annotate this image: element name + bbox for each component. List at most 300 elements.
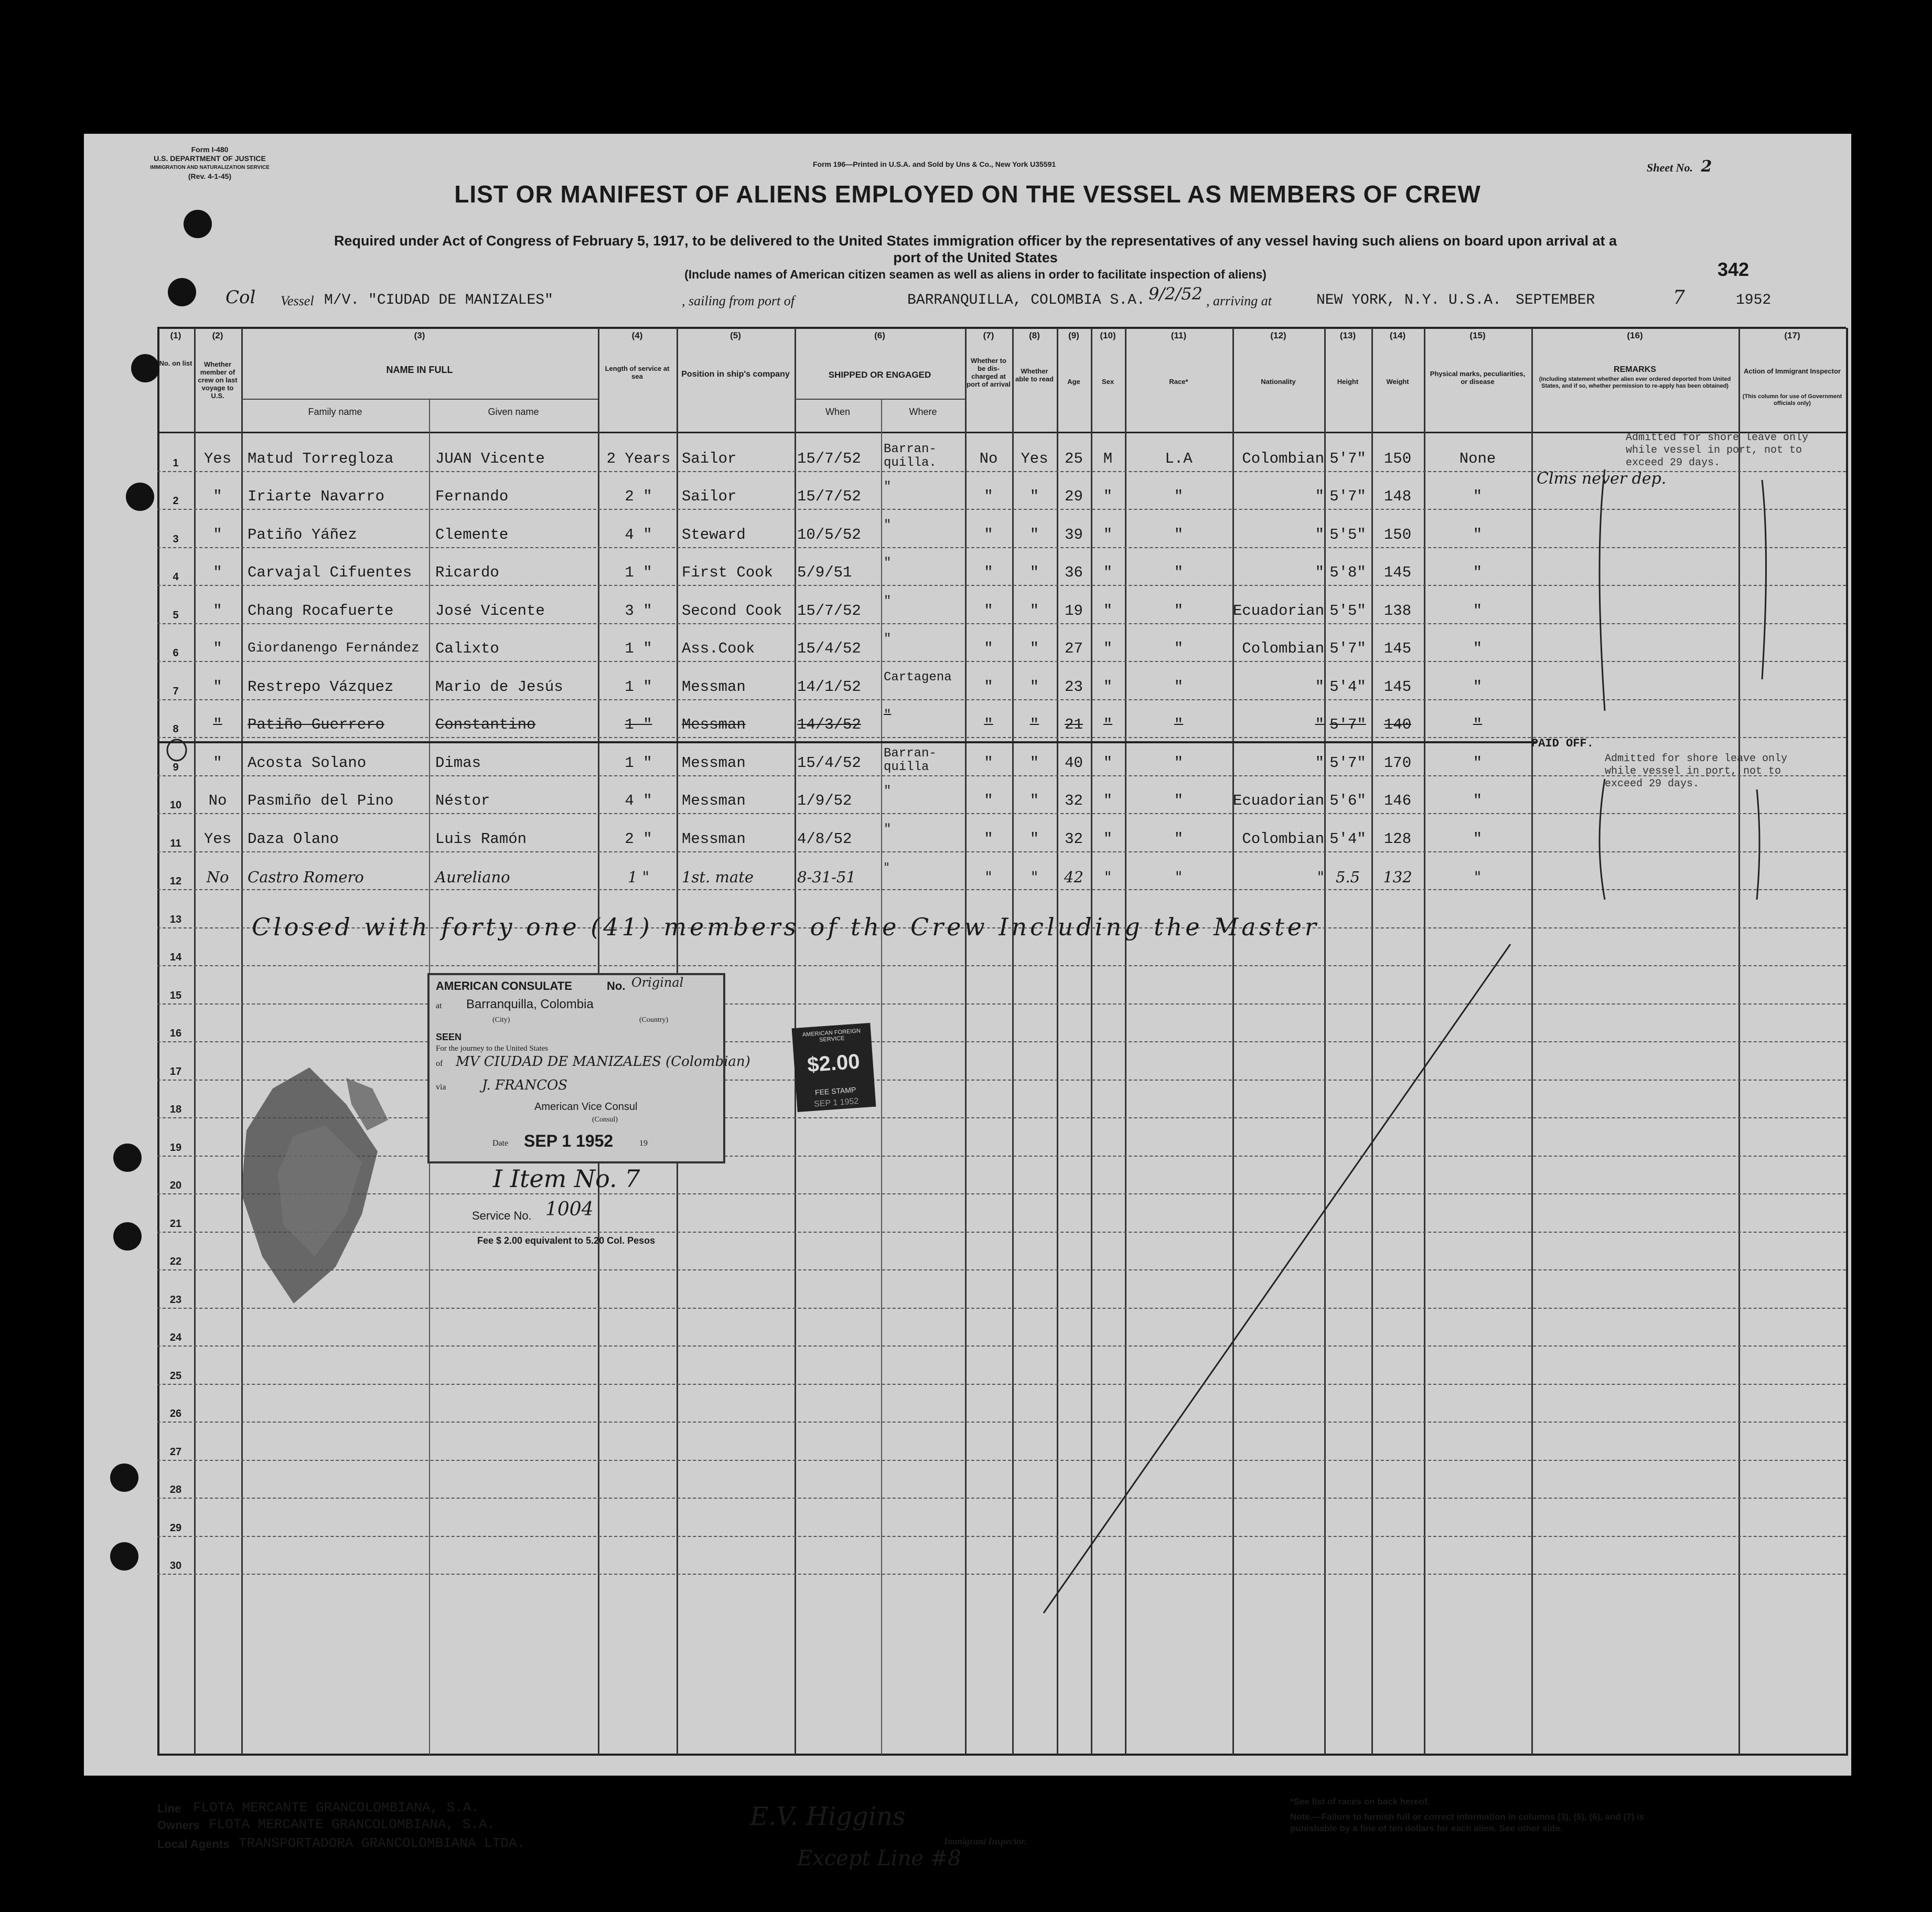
col-num: (10) bbox=[1100, 330, 1116, 340]
cell-read: " bbox=[1029, 564, 1039, 581]
cell-marks: " bbox=[1473, 488, 1483, 505]
cell-given: José Vicente bbox=[435, 602, 545, 619]
cell-sex: " bbox=[1103, 716, 1113, 733]
sheet-label: Sheet No. bbox=[1647, 161, 1693, 174]
row-number: 3 bbox=[173, 533, 179, 545]
cancel-diagonal-line bbox=[1044, 944, 1510, 1613]
remarks-row9-typed: Admitted for shore leave only while vessel in port, not to exceed 29 days. bbox=[1605, 753, 1788, 790]
punch-hole bbox=[131, 354, 159, 382]
cell-position: Messman bbox=[682, 830, 746, 848]
cell-weight: 146 bbox=[1383, 792, 1412, 809]
cell-position: 1st. mate bbox=[682, 868, 754, 886]
service-label: Service No. bbox=[472, 1209, 532, 1222]
cell-height: 5'5" bbox=[1329, 526, 1366, 543]
remarks-row1-hand: Clms never dep. bbox=[1537, 469, 1667, 488]
footer-line-label: Line bbox=[157, 1802, 181, 1815]
closing-note: Closed with forty one (41) members of the Crew Including the Master bbox=[252, 913, 1319, 941]
cell-age: 36 bbox=[1065, 564, 1083, 581]
remarks-row1-typed: Admitted for shore leave only while vessel in port, not to exceed 29 days. bbox=[1626, 432, 1809, 469]
consulate-heading: AMERICAN CONSULATE bbox=[436, 979, 572, 992]
cell-family: Iriarte Navarro bbox=[248, 488, 385, 505]
cell-when: 15/4/52 bbox=[797, 640, 861, 657]
required-line-1: Required under Act of Congress of February 5, 1917, to be delivered to the United States immigration officer by the representatives of any vessel having such aliens on board upon arrival at a bbox=[334, 233, 1617, 249]
cell-sex: M bbox=[1103, 450, 1113, 467]
cell-last: " bbox=[213, 602, 222, 619]
cell-service: 2 " bbox=[625, 488, 652, 505]
col-header-read: Whether able to read bbox=[1015, 367, 1054, 383]
footer-owners-label: Owners bbox=[157, 1819, 200, 1832]
cell-last: No bbox=[206, 868, 229, 886]
cell-age: 40 bbox=[1065, 754, 1083, 772]
cell-disch: " bbox=[984, 488, 993, 505]
row-number: 25 bbox=[169, 1370, 182, 1382]
cell-service: 1 " bbox=[625, 678, 652, 696]
cell-given: Luis Ramón bbox=[435, 830, 527, 848]
col-num: (9) bbox=[1068, 330, 1079, 340]
cell-age: 19 bbox=[1065, 602, 1083, 619]
cell-age: 32 bbox=[1065, 830, 1083, 848]
cell-nationality: " bbox=[1315, 754, 1324, 772]
cell-position: Sailor bbox=[682, 488, 737, 505]
cell-read: Yes bbox=[1021, 450, 1048, 467]
cell-height: 5'7" bbox=[1329, 716, 1366, 733]
fine-note bbox=[1290, 1811, 1689, 1834]
bracket-mark bbox=[1757, 789, 1759, 900]
cell-race: " bbox=[1174, 640, 1184, 657]
cell-family: Castro Romero bbox=[248, 868, 364, 886]
cell-service: 1 " bbox=[625, 564, 652, 581]
cell-height: 5'4" bbox=[1329, 830, 1366, 848]
note-label: Note. bbox=[1290, 1812, 1313, 1822]
punch-hole bbox=[110, 1542, 138, 1571]
cell-read: " bbox=[1029, 488, 1039, 505]
cell-last: " bbox=[213, 716, 222, 733]
cell-family: Daza Olano bbox=[248, 830, 339, 848]
cell-race: " bbox=[1174, 678, 1184, 696]
cell-when: 10/5/52 bbox=[797, 526, 861, 543]
consulate-via: via bbox=[436, 1083, 446, 1092]
cell-nationality: " bbox=[1315, 488, 1324, 505]
required-line-2: port of the United States bbox=[893, 250, 1058, 265]
bracket-mark bbox=[1600, 469, 1605, 711]
col-header-given: Given name bbox=[488, 407, 539, 417]
cell-where: " bbox=[884, 518, 892, 532]
consulate-year-suffix: 19 bbox=[639, 1139, 648, 1148]
cell-position: Messman bbox=[682, 716, 746, 733]
cell-height: 5'5" bbox=[1329, 602, 1366, 619]
cell-read: " bbox=[1031, 868, 1038, 886]
col-num: (14) bbox=[1389, 330, 1406, 340]
cell-weight: 148 bbox=[1383, 488, 1412, 505]
cell-weight: 150 bbox=[1383, 450, 1412, 467]
cell-read: " bbox=[1029, 602, 1039, 619]
item-note: I Item No. 7 bbox=[493, 1165, 640, 1193]
cell-service: 3 " bbox=[625, 602, 652, 619]
cell-where: " bbox=[884, 480, 892, 494]
row-number: 23 bbox=[169, 1294, 182, 1306]
row-number: 19 bbox=[169, 1141, 182, 1153]
cell-age: 29 bbox=[1065, 488, 1083, 505]
col-header-when: When bbox=[825, 407, 851, 417]
col-num: (15) bbox=[1469, 330, 1486, 340]
cell-where: Barran-quilla. bbox=[884, 442, 937, 470]
revision: (Rev. 4-1-45) bbox=[188, 172, 232, 180]
cell-family: Carvajal Cifuentes bbox=[248, 564, 412, 581]
col-header-service: Length of service at sea bbox=[605, 365, 670, 380]
cell-height: 5'7" bbox=[1329, 488, 1366, 505]
margin-note: Col bbox=[226, 287, 256, 308]
col-header-remarks: REMARKS bbox=[1614, 365, 1656, 374]
cell-disch: " bbox=[984, 678, 993, 696]
col-header-race: Race* bbox=[1169, 378, 1188, 386]
cell-family: Matud Torregloza bbox=[248, 450, 394, 467]
cell-height: 5'7" bbox=[1329, 754, 1366, 772]
punch-hole bbox=[110, 1464, 138, 1492]
row-number: 5 bbox=[173, 609, 179, 621]
cell-last: Yes bbox=[203, 450, 232, 467]
col-num: (16) bbox=[1627, 330, 1643, 340]
consulate-journey: For the journey to the United States bbox=[436, 1044, 549, 1053]
cell-position: Steward bbox=[682, 526, 746, 543]
cell-last: " bbox=[213, 564, 222, 581]
arrival-port: NEW YORK, N.Y. U.S.A. bbox=[1316, 292, 1501, 308]
cell-service: 1 " bbox=[627, 868, 649, 886]
cell-marks: " bbox=[1473, 716, 1483, 733]
punch-hole bbox=[113, 1222, 142, 1251]
cell-disch: " bbox=[984, 716, 993, 733]
cell-given: Néstor bbox=[435, 792, 490, 809]
embossed-seal bbox=[189, 1057, 409, 1372]
inspector-label: Immigrant Inspector. bbox=[944, 1836, 1027, 1846]
cell-race: " bbox=[1174, 716, 1184, 733]
footer-line-value: FLOTA MERCANTE GRANCOLOMBIANA, S.A. bbox=[193, 1800, 480, 1815]
fee-stamp-top: AMERICAN FOREIGN SERVICE bbox=[802, 1028, 861, 1043]
cell-weight: 140 bbox=[1383, 716, 1412, 733]
page-title: LIST OR MANIFEST OF ALIENS EMPLOYED ON THE VESSEL AS MEMBERS OF CREW bbox=[454, 180, 1481, 208]
cell-nationality: Colombian bbox=[1242, 640, 1324, 657]
col-header-last-voyage: Whether member of crew on last voyage to U.S. bbox=[198, 360, 238, 400]
row-number: 4 bbox=[173, 571, 179, 583]
cell-service: 1 " bbox=[625, 754, 652, 772]
cell-height: 5'4" bbox=[1329, 678, 1366, 696]
cell-marks: " bbox=[1473, 754, 1483, 772]
consulate-signature: J. FRANCOS bbox=[482, 1077, 568, 1093]
row-number: 11 bbox=[170, 837, 181, 849]
cell-given: Dimas bbox=[435, 754, 481, 772]
cell-height: 5'7" bbox=[1329, 450, 1366, 467]
fee-stamp bbox=[792, 1023, 876, 1112]
cell-when: 14/1/52 bbox=[797, 678, 861, 696]
except-note: Except Line #8 bbox=[797, 1846, 961, 1871]
row-number: 9 bbox=[173, 761, 179, 773]
cell-disch: " bbox=[984, 564, 993, 581]
cell-where: " bbox=[884, 784, 892, 798]
cell-given: Constantino bbox=[435, 716, 536, 733]
fee-text: Fee $ 2.00 equivalent to 5.20 Col. Pesos bbox=[477, 1235, 656, 1246]
cell-disch: " bbox=[984, 640, 993, 657]
cell-where: Barran-quilla bbox=[884, 746, 937, 774]
consulate-vessel: MV CIUDAD DE MANIZALES (Colombian) bbox=[456, 1054, 750, 1070]
cell-when: 15/7/52 bbox=[797, 450, 861, 467]
cell-position: First Cook bbox=[682, 564, 774, 581]
row-number: 17 bbox=[169, 1065, 182, 1077]
fee-stamp-amount: $2.00 bbox=[806, 1050, 861, 1077]
cell-sex: " bbox=[1103, 488, 1113, 505]
cell-where: " bbox=[884, 708, 892, 722]
row-number: 6 bbox=[173, 647, 179, 659]
arrival-month: SEPTEMBER bbox=[1516, 292, 1595, 308]
page-number: 342 bbox=[1718, 259, 1749, 280]
races-note: *See list of races on back hereof. bbox=[1290, 1797, 1430, 1807]
footer-owners-value: FLOTA MERCANTE GRANCOLOMBIANA, S.A. bbox=[209, 1817, 496, 1832]
cell-service: 1 " bbox=[625, 716, 652, 733]
cell-disch: " bbox=[984, 602, 993, 619]
cell-sex: " bbox=[1103, 792, 1113, 809]
col-header-remarks-note: (Including statement whether alien ever ordered deported from United States, and if so, whether permission to re-apply has been obtained) bbox=[1539, 376, 1731, 389]
cell-age: 27 bbox=[1065, 640, 1083, 657]
cell-last: Yes bbox=[203, 830, 232, 848]
consulate-country-label: (Country) bbox=[639, 1016, 669, 1024]
cell-family: Patiño Guerrero bbox=[248, 716, 385, 733]
cell-family: Chang Rocafuerte bbox=[248, 602, 394, 619]
cell-read: " bbox=[1029, 830, 1039, 848]
cell-marks: " bbox=[1473, 830, 1483, 848]
cell-weight: 150 bbox=[1383, 526, 1412, 543]
cell-height: 5'6" bbox=[1329, 792, 1366, 809]
cell-read: " bbox=[1029, 716, 1039, 733]
cell-read: " bbox=[1029, 754, 1039, 772]
cell-where: " bbox=[884, 860, 890, 875]
cell-service: 4 " bbox=[625, 792, 652, 809]
cell-service: 2 Years bbox=[606, 450, 671, 467]
footer-agents-label: Local Agents bbox=[157, 1838, 230, 1851]
cell-given: Aureliano bbox=[435, 868, 510, 886]
remarks-row8: PAID OFF. bbox=[1531, 737, 1594, 750]
consulate-no-label: No. bbox=[607, 979, 626, 992]
consulate-title: American Vice Consul bbox=[534, 1101, 638, 1113]
cell-when: 15/4/52 bbox=[797, 754, 861, 772]
cell-read: " bbox=[1029, 678, 1039, 696]
col-header-position: Position in ship's company bbox=[681, 370, 790, 379]
cell-given: JUAN Vicente bbox=[435, 450, 545, 467]
cell-race: " bbox=[1174, 792, 1184, 809]
cell-disch: " bbox=[984, 526, 993, 543]
sailing-label: , sailing from port of bbox=[682, 293, 795, 308]
row-number: 26 bbox=[169, 1408, 182, 1419]
cell-nationality: Ecuadorian bbox=[1232, 602, 1324, 619]
row-number: 13 bbox=[169, 913, 182, 925]
row-number: 21 bbox=[169, 1217, 182, 1230]
cell-when: 8-31-51 bbox=[797, 868, 856, 886]
cell-when: 15/7/52 bbox=[797, 602, 861, 619]
consulate-at: at bbox=[436, 1001, 442, 1010]
col-num: (12) bbox=[1270, 330, 1286, 340]
col-header-physical: Physical marks, peculiarities, or disease bbox=[1430, 370, 1526, 386]
col-header-inspector-note: (This column for use of Government officials only) bbox=[1742, 393, 1842, 407]
sailing-port: BARRANQUILLA, COLOMBIA S.A. bbox=[907, 292, 1145, 308]
col-header-age: Age bbox=[1067, 378, 1080, 386]
row-number: 15 bbox=[169, 989, 182, 1001]
col-num: (7) bbox=[983, 330, 994, 340]
row-number: 29 bbox=[169, 1522, 182, 1534]
cell-disch: " bbox=[985, 868, 992, 886]
cell-position: Messman bbox=[682, 678, 746, 696]
col-header-nationality: Nationality bbox=[1261, 378, 1296, 386]
cell-when: 1/9/52 bbox=[797, 792, 852, 809]
row-number: 30 bbox=[169, 1560, 182, 1572]
cell-race: L.A bbox=[1165, 450, 1193, 467]
cell-age: 21 bbox=[1065, 716, 1083, 733]
cell-where: " bbox=[884, 822, 892, 837]
col-header-name: NAME IN FULL bbox=[386, 365, 453, 375]
cell-sex: " bbox=[1104, 868, 1112, 886]
cell-marks: " bbox=[1473, 602, 1483, 619]
punch-hole bbox=[184, 210, 212, 238]
cell-sex: " bbox=[1103, 678, 1113, 696]
cell-given: Fernando bbox=[435, 488, 509, 505]
fee-stamp-bottom: FEE STAMP bbox=[814, 1085, 856, 1097]
col-num: (13) bbox=[1339, 330, 1356, 340]
cell-age: 25 bbox=[1065, 450, 1083, 467]
cell-service: 2 " bbox=[625, 830, 652, 848]
cell-service: 4 " bbox=[625, 526, 652, 543]
col-num: (4) bbox=[631, 330, 643, 340]
cell-disch: " bbox=[984, 792, 993, 809]
punch-hole bbox=[126, 483, 154, 511]
cell-marks: " bbox=[1473, 564, 1483, 581]
cell-position: Messman bbox=[682, 792, 746, 809]
cell-race: " bbox=[1175, 868, 1183, 886]
cell-when: 15/7/52 bbox=[797, 488, 861, 505]
cell-race: " bbox=[1174, 830, 1184, 848]
arriving-label: , arriving at bbox=[1206, 293, 1272, 308]
cell-nationality: " bbox=[1315, 564, 1324, 581]
consulate-stamp bbox=[427, 973, 750, 1163]
cell-race: " bbox=[1174, 526, 1184, 543]
row-number: 28 bbox=[169, 1484, 182, 1496]
cell-marks: " bbox=[1473, 678, 1483, 696]
consulate-consul-label: (Consul) bbox=[592, 1116, 618, 1124]
cell-disch: " bbox=[984, 830, 993, 848]
cell-height: 5'8" bbox=[1329, 564, 1366, 581]
cell-nationality: Colombian bbox=[1242, 830, 1324, 848]
cell-marks: " bbox=[1473, 792, 1483, 809]
cell-position: Messman bbox=[682, 754, 746, 772]
row-number: 24 bbox=[169, 1332, 182, 1343]
col-num: (17) bbox=[1784, 330, 1800, 340]
row-number: 16 bbox=[169, 1028, 182, 1039]
cell-age: 39 bbox=[1065, 526, 1083, 543]
cell-disch: No bbox=[979, 450, 998, 467]
cell-last: " bbox=[213, 488, 222, 505]
cell-marks: " bbox=[1473, 640, 1483, 657]
col-header-sex: Sex bbox=[1101, 378, 1114, 386]
cell-weight: 145 bbox=[1383, 640, 1412, 657]
service-number: 1004 bbox=[545, 1199, 594, 1220]
col-header-family: Family name bbox=[308, 407, 362, 417]
cell-last: " bbox=[213, 526, 222, 543]
consulate-date: SEP 1 1952 bbox=[524, 1131, 614, 1150]
col-num: (2) bbox=[212, 330, 223, 340]
col-num: (1) bbox=[170, 330, 181, 340]
bracket-mark bbox=[1762, 480, 1766, 679]
row-number: 10 bbox=[169, 799, 182, 811]
sheet-value: 2 bbox=[1701, 157, 1712, 176]
cell-sex: " bbox=[1103, 564, 1113, 581]
cell-race: " bbox=[1174, 754, 1184, 772]
cell-race: " bbox=[1174, 564, 1184, 581]
cell-marks: None bbox=[1459, 450, 1496, 467]
department: U.S. DEPARTMENT OF JUSTICE bbox=[154, 154, 266, 163]
note-text: —Failure to furnish full or correct information in columns (3), (5), (6), and (7) is punishable by a fine of ten dollars for each alien. See other side. bbox=[1290, 1812, 1645, 1833]
cell-height: 5.5 bbox=[1335, 868, 1360, 886]
cell-when: 5/9/51 bbox=[797, 564, 852, 581]
sailing-date: 9/2/52 bbox=[1149, 284, 1203, 304]
col-header-weight: Weight bbox=[1386, 378, 1409, 386]
cell-family: Patiño Yáñez bbox=[248, 526, 357, 543]
manifest-sheet bbox=[84, 134, 1851, 1871]
cell-sex: " bbox=[1103, 640, 1113, 657]
row-number: 18 bbox=[169, 1104, 182, 1115]
vessel-name: M/V. "CIUDAD DE MANIZALES" bbox=[324, 292, 553, 308]
fee-stamp-cancel: SEP 1 1952 bbox=[813, 1096, 859, 1109]
col-header-no: No. on list bbox=[159, 359, 192, 367]
cell-height: 5'7" bbox=[1329, 640, 1366, 657]
consulate-seen: SEEN bbox=[436, 1032, 462, 1042]
row-number: 22 bbox=[169, 1256, 182, 1267]
bracket-mark bbox=[1600, 779, 1605, 900]
vessel-label: Vessel bbox=[281, 293, 314, 308]
cell-where: Cartagena bbox=[884, 670, 952, 685]
col-header-inspector: Action of Immigrant Inspector bbox=[1744, 367, 1841, 375]
cell-where: " bbox=[884, 594, 892, 608]
consulate-no-value: Original bbox=[631, 975, 684, 990]
cell-race: " bbox=[1174, 488, 1184, 505]
arrival-year: 1952 bbox=[1736, 292, 1772, 308]
cell-read: " bbox=[1029, 792, 1039, 809]
cell-family: Pasmiño del Pino bbox=[248, 792, 394, 809]
col-num: (3) bbox=[414, 330, 425, 340]
cell-position: Sailor bbox=[682, 450, 737, 467]
cell-weight: 145 bbox=[1383, 678, 1412, 696]
cell-nationality: " bbox=[1315, 678, 1324, 696]
arrival-day: 7 bbox=[1673, 287, 1685, 308]
cell-weight: 128 bbox=[1383, 830, 1412, 848]
service-name: IMMIGRATION AND NATURALIZATION SERVICE bbox=[150, 165, 270, 170]
col-num: (11) bbox=[1171, 330, 1187, 340]
cell-sex: " bbox=[1103, 830, 1113, 848]
row-number: 7 bbox=[173, 685, 179, 697]
cell-weight: 138 bbox=[1383, 602, 1412, 619]
cell-family: Restrepo Vázquez bbox=[248, 678, 394, 696]
cell-where: " bbox=[884, 556, 892, 570]
punch-hole bbox=[113, 1144, 142, 1172]
cell-disch: " bbox=[984, 754, 993, 772]
row-number: 14 bbox=[169, 952, 182, 963]
col-header-discharged: Whether to be dis-charged at port of arrival bbox=[967, 357, 1011, 388]
cell-given: Mario de Jesús bbox=[435, 678, 563, 696]
cell-nationality: " bbox=[1315, 526, 1324, 543]
cell-age: 32 bbox=[1065, 792, 1083, 809]
cell-read: " bbox=[1029, 640, 1039, 657]
col-num: (8) bbox=[1029, 330, 1040, 340]
row-number: 12 bbox=[169, 875, 182, 887]
cell-age: 23 bbox=[1065, 678, 1083, 696]
pen-marks bbox=[84, 134, 1851, 1776]
punch-hole bbox=[168, 278, 196, 306]
cell-family: Acosta Solano bbox=[248, 754, 367, 772]
cell-nationality: " bbox=[1315, 716, 1324, 733]
